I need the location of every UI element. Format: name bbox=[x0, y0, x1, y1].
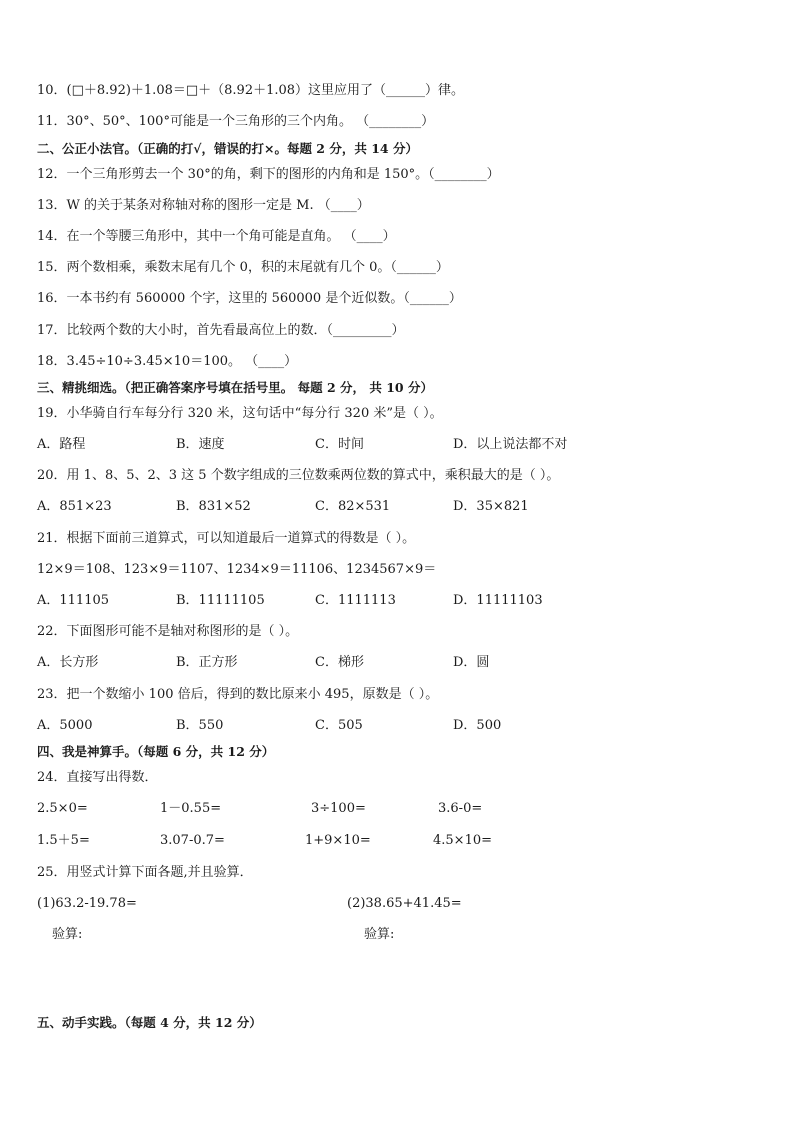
question-12: 12．一个三角形剪去一个 30°的角，剩下的图形的内角和是 150°。（________） bbox=[37, 167, 500, 182]
option-a[interactable]: A．路程 bbox=[37, 437, 86, 452]
option-d[interactable]: D．圆 bbox=[453, 655, 490, 670]
question-16: 16．一本书约有 560000 个字，这里的 560000 是个近似数。（______） bbox=[37, 291, 462, 306]
section-4-heading: 四、我是神算手。（每题 6 分，共 12 分） bbox=[37, 744, 275, 759]
question-22: 22．下面图形可能不是轴对称图形的是（ ）。 bbox=[37, 624, 299, 639]
calc-item: 2.5×0= bbox=[37, 801, 88, 816]
option-b[interactable]: B．11111105 bbox=[176, 593, 265, 608]
option-d[interactable]: D．500 bbox=[453, 718, 502, 733]
option-c[interactable]: C．梯形 bbox=[315, 655, 364, 670]
question-20: 20．用 1、8、5、2、3 这 5 个数字组成的三位数乘两位数的算式中，乘积最大的是（ ）。 bbox=[37, 468, 560, 483]
option-b[interactable]: B．550 bbox=[176, 718, 224, 733]
question-10: 10．(□＋8.92)＋1.08＝□＋（8.92＋1.08）这里应用了（______）律。 bbox=[37, 83, 465, 98]
section-3-heading: 三、精挑细选。（把正确答案序号填在括号里。 每题 2 分， 共 10 分） bbox=[37, 380, 433, 395]
question-21: 21．根据下面前三道算式，可以知道最后一道算式的得数是（ ）。 bbox=[37, 531, 416, 546]
question-15: 15．两个数相乘，乘数末尾有几个 0，积的末尾就有几个 0。（______） bbox=[37, 260, 449, 275]
question-13: 13．W 的关于某条对称轴对称的图形一定是 M. （____） bbox=[37, 198, 370, 213]
question-21-equations: 12×9＝108、123×9＝1107、1234×9＝11106、1234567×9＝ bbox=[37, 562, 437, 577]
question-23: 23．把一个数缩小 100 倍后，得到的数比原来小 495，原数是（ ）。 bbox=[37, 687, 439, 702]
option-c[interactable]: C．82×531 bbox=[315, 499, 391, 514]
question-19: 19．小华骑自行车每分行 320 米，这句话中“每分行 320 米”是（ ）。 bbox=[37, 406, 443, 421]
calc-item: 4.5×10= bbox=[433, 833, 493, 848]
option-b[interactable]: B．831×52 bbox=[176, 499, 251, 514]
check-label-2: 验算: bbox=[364, 927, 395, 942]
option-c[interactable]: C．505 bbox=[315, 718, 363, 733]
section-2-heading: 二、公正小法官。（正确的打√，错误的打×。每题 2 分，共 14 分） bbox=[37, 141, 418, 156]
option-d[interactable]: D．以上说法都不对 bbox=[453, 437, 568, 452]
question-11: 11．30°、50°、100°可能是一个三角形的三个内角。 （________） bbox=[37, 114, 435, 129]
calc-item: 1+9×10= bbox=[305, 833, 371, 848]
option-d[interactable]: D．11111103 bbox=[453, 593, 543, 608]
check-label-1: 验算: bbox=[52, 927, 83, 942]
option-a[interactable]: A．111105 bbox=[37, 593, 110, 608]
option-c[interactable]: C．时间 bbox=[315, 437, 364, 452]
question-17: 17．比较两个数的大小时，首先看最高位上的数．（_________） bbox=[37, 323, 405, 338]
section-5-heading: 五、动手实践。（每题 4 分，共 12 分） bbox=[37, 1015, 262, 1030]
option-a[interactable]: A．5000 bbox=[37, 718, 93, 733]
vertical-problem-2: (2)38.65+41.45= bbox=[347, 896, 462, 911]
calc-item: 3÷100= bbox=[311, 801, 366, 816]
vertical-problem-1: (1)63.2-19.78= bbox=[37, 896, 137, 911]
question-25: 25．用竖式计算下面各题,并且验算． bbox=[37, 865, 253, 880]
calc-item: 3.6-0= bbox=[438, 801, 483, 816]
option-b[interactable]: B．正方形 bbox=[176, 655, 238, 670]
option-b[interactable]: B．速度 bbox=[176, 437, 225, 452]
option-a[interactable]: A．长方形 bbox=[37, 655, 99, 670]
question-14: 14．在一个等腰三角形中，其中一个角可能是直角。 （____） bbox=[37, 229, 396, 244]
calc-item: 3.07-0.7= bbox=[160, 833, 225, 848]
question-24: 24．直接写出得数． bbox=[37, 770, 158, 785]
question-18: 18．3.45÷10÷3.45×10＝100。 （____） bbox=[37, 354, 298, 369]
option-d[interactable]: D．35×821 bbox=[453, 499, 529, 514]
calc-item: 1－0.55= bbox=[160, 801, 222, 816]
calc-item: 1.5＋5= bbox=[37, 833, 90, 848]
option-a[interactable]: A．851×23 bbox=[37, 499, 112, 514]
option-c[interactable]: C．1111113 bbox=[315, 593, 396, 608]
